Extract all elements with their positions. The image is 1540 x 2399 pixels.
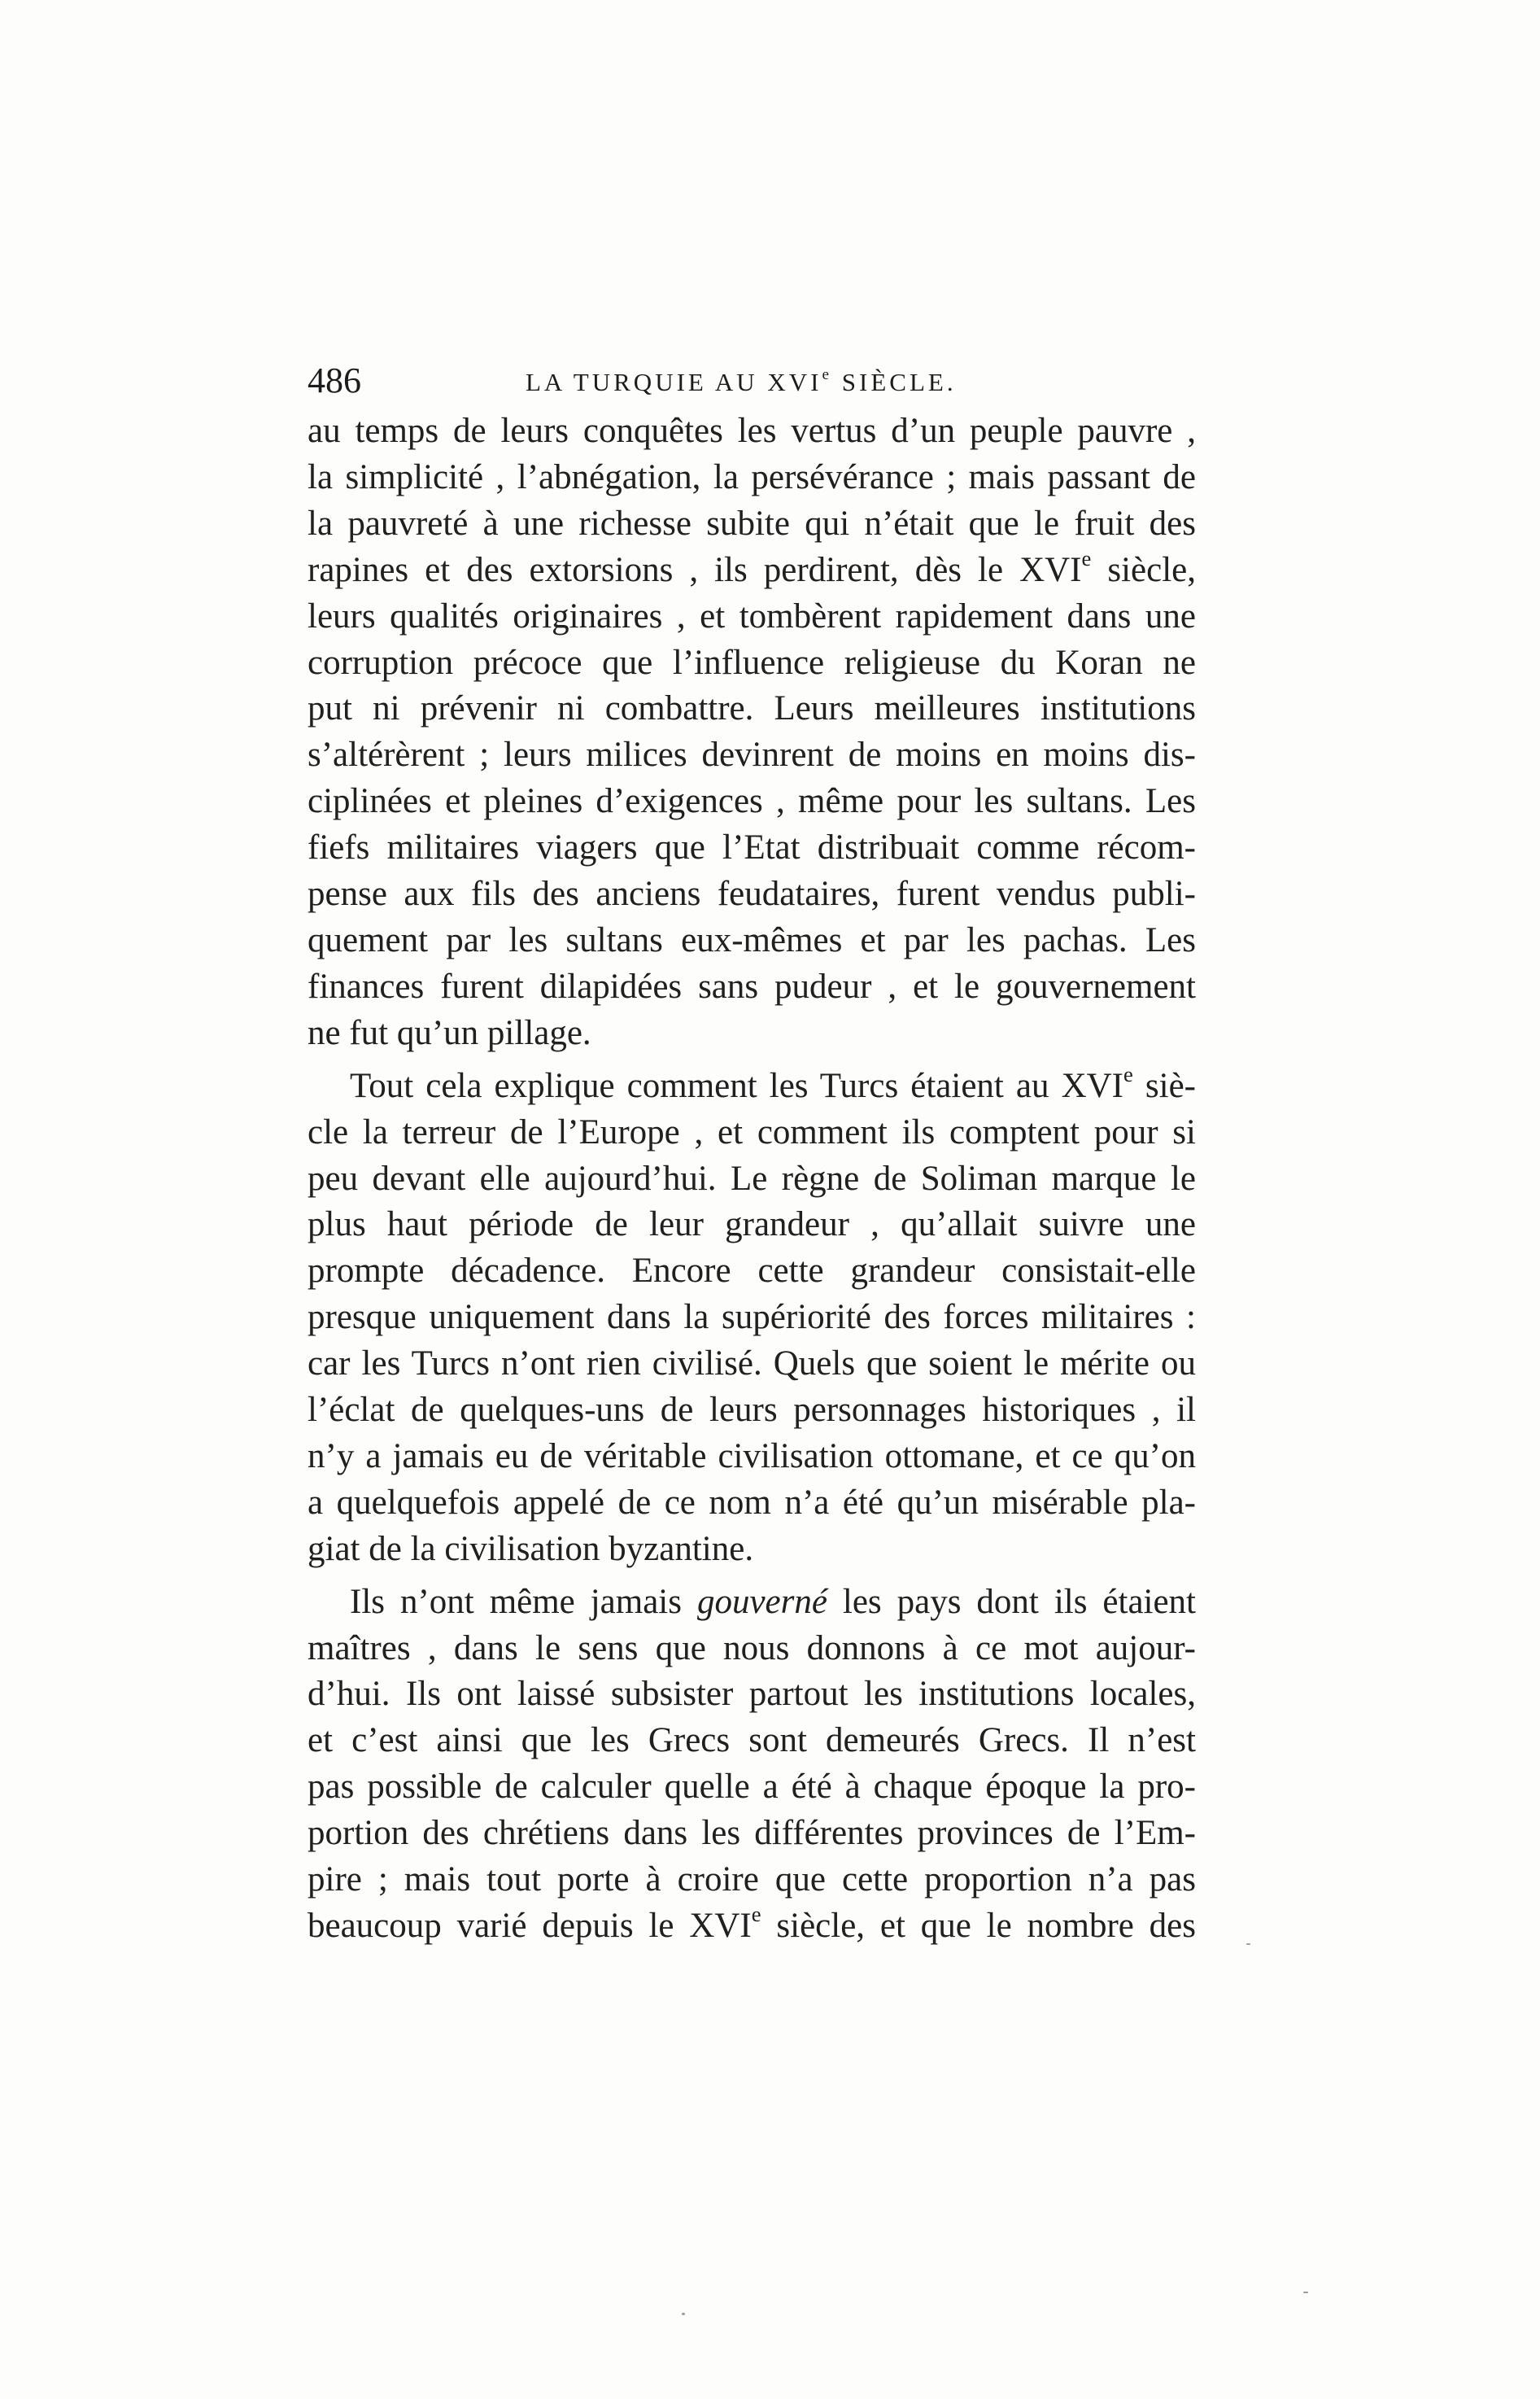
text-line <box>308 1811 1196 1857</box>
line-text: put ni prévenir ni combattre. Leurs meilleures institutions <box>308 689 1196 728</box>
page-number: 486 <box>308 361 361 400</box>
line-text-end: siècle, <box>1091 550 1196 589</box>
text-line <box>308 545 1196 594</box>
line-text: ciplinées et pleines d’exigences , même pour les sultans. Les <box>308 782 1196 821</box>
line-text: beaucoup varié depuis le XVI <box>308 1907 752 1945</box>
line-text: corruption précoce que l’influence religieuse du Koran ne <box>308 643 1196 682</box>
text-line <box>308 872 1196 918</box>
text-line <box>308 1671 1196 1718</box>
line-text: prompte décadence. Encore cette grandeur consistait-elle <box>308 1252 1196 1291</box>
text-line <box>308 501 1196 548</box>
line-text: car les Turcs n’ont rien civilisé. Quels que soient le mérite ou <box>308 1344 1196 1383</box>
line-text: ne fut qu’un pillage. <box>308 1013 591 1052</box>
running-title-text: LA TURQUIE AU XVI <box>526 368 822 396</box>
line-text: l’éclat de quelques-uns de leurs personnages historiques , il <box>308 1391 1196 1430</box>
line-text: plus haut période de leur grandeur , qu’allait suivre une <box>308 1205 1196 1244</box>
paragraph-start-line <box>308 1061 1196 1110</box>
text-line <box>308 1626 1196 1672</box>
century-superscript: e <box>1081 545 1092 570</box>
line-text: la pauvreté à une richesse subite qui n’était que le fruit des <box>308 504 1196 543</box>
paragraph-start-line <box>308 1580 1196 1626</box>
century-superscript: e <box>1123 1061 1133 1086</box>
text-line <box>308 825 1196 872</box>
text-line <box>308 594 1196 640</box>
text-line <box>308 1718 1196 1764</box>
line-text: pas possible de calculer quelle a été à chaque époque la pro- <box>308 1768 1196 1807</box>
line-text: Ils n’ont même jamais <box>350 1582 697 1621</box>
text-line <box>308 1341 1196 1387</box>
line-text: s’altérèrent ; leurs milices devinrent de moins en moins dis- <box>308 736 1196 775</box>
text-line <box>308 1295 1196 1341</box>
text-line <box>308 1202 1196 1248</box>
paper-speck <box>1303 2292 1308 2293</box>
line-text: d’hui. Ils ont laissé subsister partout les institutions locales, <box>308 1675 1196 1714</box>
line-text: fiefs militaires viagers que l’Etat distribuait comme récom- <box>308 828 1196 867</box>
text-line <box>308 918 1196 964</box>
century-superscript: e <box>751 1901 761 1926</box>
text-line <box>308 686 1196 732</box>
text-line <box>308 1434 1196 1480</box>
line-text: n’y a jamais eu de véritable civilisation ottomane, et ce qu’on <box>308 1436 1196 1475</box>
line-text: leurs qualités originaires , et tombèrent rapidement dans une <box>308 596 1196 636</box>
text-line <box>308 1857 1196 1903</box>
text-line <box>308 1110 1196 1156</box>
line-text: presque uniquement dans la supériorité des forces militaires : <box>308 1298 1196 1337</box>
text-line <box>308 1764 1196 1811</box>
line-text: maîtres , dans le sens que nous donnons à ce mot aujour- <box>308 1628 1196 1667</box>
text-line <box>308 1011 1196 1057</box>
text-line <box>308 779 1196 825</box>
line-text: pense aux fils des anciens feudataires, furent vendus publi- <box>308 875 1196 914</box>
line-text: au temps de leurs conquêtes les vertus d’un peuple pauvre , <box>308 412 1196 450</box>
line-text-end: siè- <box>1132 1066 1196 1105</box>
text-line <box>308 1527 1196 1573</box>
text-line <box>308 640 1196 687</box>
text-line <box>308 1156 1196 1203</box>
text-line <box>308 1480 1196 1527</box>
line-text: giat de la civilisation byzantine. <box>308 1529 754 1568</box>
line-text: la simplicité , l’abnégation, la persévérance ; mais passant de <box>308 457 1196 496</box>
body-text <box>308 409 1196 1950</box>
text-line <box>308 1903 1196 1950</box>
line-text: Tout cela explique comment les Turcs étaient au XVI <box>350 1066 1123 1105</box>
line-text: rapines et des extorsions , ils perdirent, dès le XVI <box>308 550 1082 589</box>
text-line <box>308 1387 1196 1434</box>
text-line <box>308 455 1196 501</box>
line-text: portion des chrétiens dans les différentes provinces de l’Em- <box>308 1814 1196 1853</box>
line-text-end: siècle, et que le nombre des <box>761 1907 1196 1945</box>
text-line <box>308 964 1196 1011</box>
running-title-superscript: e <box>822 366 833 384</box>
line-text: pire ; mais tout porte à croire que cette proportion n’a pas <box>308 1860 1196 1899</box>
line-text: peu devant elle aujourd’hui. Le règne de Soliman marque le <box>308 1159 1196 1198</box>
text-line <box>308 1248 1196 1295</box>
page-header <box>308 358 1194 407</box>
italic-word: gouverné <box>696 1582 827 1621</box>
line-text: finances furent dilapidées sans pudeur , et le gouvernement <box>308 967 1196 1006</box>
line-text: et c’est ainsi que les Grecs sont demeurés Grecs. Il n’est <box>308 1721 1196 1760</box>
running-title-text-end: SIÈCLE. <box>832 368 957 396</box>
text-line <box>308 409 1196 455</box>
line-text: a quelquefois appelé de ce nom n’a été qu’un misérable pla- <box>308 1483 1196 1522</box>
running-title <box>526 365 957 400</box>
text-line <box>308 732 1196 779</box>
line-text: cle la terreur de l’Europe , et comment ils comptent pour si <box>308 1112 1196 1151</box>
paper-speck <box>682 2313 685 2315</box>
line-text: quement par les sultans eux-mêmes et par les pachas. Les <box>308 920 1196 959</box>
paper-speck <box>1246 1943 1250 1945</box>
line-text-end: les pays dont ils étaient <box>827 1582 1197 1621</box>
